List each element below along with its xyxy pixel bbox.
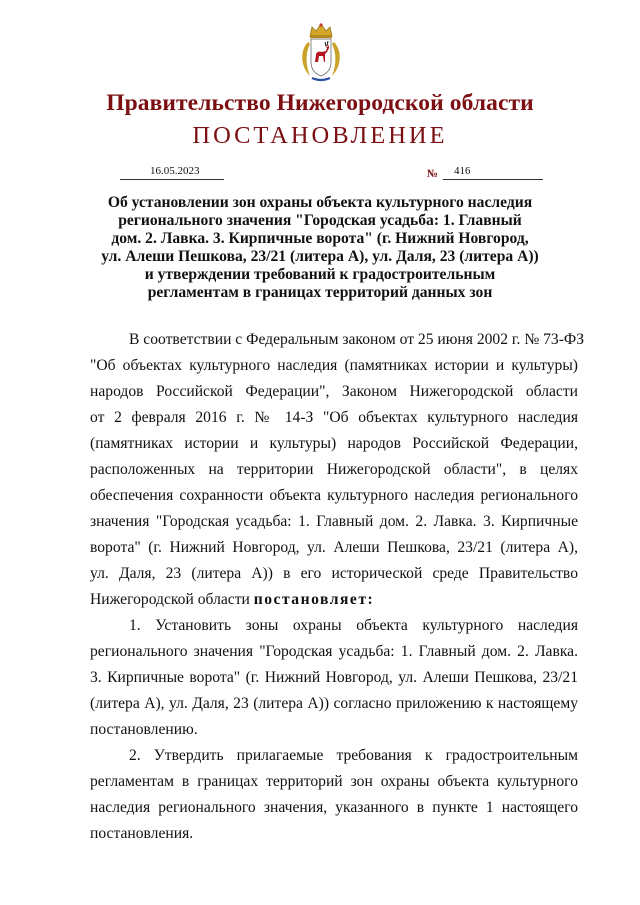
subject-line: регионального значения "Городская усадьба: 1. Главный — [118, 212, 522, 229]
body-line: значения "Городская усадьба: 1. Главный дом. 2. Лавка. 3. Кирпичные — [90, 513, 578, 530]
document-body — [90, 327, 585, 847]
item-1-line: регионального значения "Городская усадьба: 1. Главный дом. 2. Лавка. — [90, 643, 578, 660]
document-number: 416 — [454, 165, 471, 177]
resolution-keyword: постановляет: — [253, 591, 375, 608]
item-2-line: наследия регионального значения, указанного в пункте 1 настоящего — [90, 799, 578, 816]
subject-line: и утверждении требований к градостроительным — [144, 266, 496, 283]
subject-line: дом. 2. Лавка. 3. Кирпичные ворота" (г. Нижний Новгород, — [111, 230, 529, 247]
item-1-line: (литера А), ул. Даля, 23 (литера А)) согласно приложению к настоящему — [90, 695, 578, 712]
item-1-line: 3. Кирпичные ворота" (г. Нижний Новгород, ул. Алеши Пешкова, 23/21 — [90, 669, 578, 686]
item-1-line: постановлению. — [90, 721, 198, 738]
document-type: ПОСТАНОВЛЕНИЕ — [192, 122, 448, 149]
document-subject — [90, 194, 550, 302]
number-sign: № — [427, 168, 439, 180]
body-line: ул. Даля, 23 (литера А)) в его исторической среде Правительство — [90, 565, 578, 582]
body-line: ворота" (г. Нижний Новгород, ул. Алеши Пешкова, 23/21 (литера А), — [90, 539, 578, 556]
document-date-field — [120, 165, 224, 180]
subject-line: Об установлении зон охраны объекта культурного наследия — [107, 194, 533, 211]
body-text-prefix: Нижегородской области — [90, 591, 254, 608]
body-line: "Об объектах культурного наследия (памятниках истории и культуры) — [90, 357, 578, 374]
government-title: Правительство Нижегородской области — [106, 90, 534, 116]
item-1-line: 1. Установить зоны охраны объекта культурного наследия — [129, 617, 578, 634]
subject-line: ул. Алеши Пешкова, 23/21 (литера А), ул. Даля, 23 (литера А)) — [101, 248, 539, 265]
coat-of-arms-emblem-icon — [298, 22, 344, 84]
subject-line: регламентам в границах территорий данных зон — [147, 284, 493, 301]
body-line-last — [90, 587, 578, 613]
body-line: народов Российской Федерации", Законом Нижегородской области — [90, 383, 578, 400]
body-line: (памятниках истории и культуры) народов Российской Федерации, — [90, 435, 578, 452]
body-line: от 2 февраля 2016 г. № 14-З "Об объектах культурного наследия — [90, 409, 578, 426]
document-number-field — [443, 165, 543, 180]
item-2-line: регламентам в границах территорий зон охраны объекта культурного — [90, 773, 578, 790]
body-line: обеспечения сохранности объекта культурного наследия регионального — [90, 487, 578, 504]
item-2-line: постановления. — [90, 825, 194, 842]
item-2-line: 2. Утвердить прилагаемые требования к градостроительным — [129, 747, 578, 764]
body-line: расположенных на территории Нижегородской области", в целях — [90, 461, 578, 478]
document-date: 16.05.2023 — [150, 165, 200, 177]
body-line: В соответствии с Федеральным законом от 25 июня 2002 г. № 73-ФЗ — [129, 331, 585, 348]
